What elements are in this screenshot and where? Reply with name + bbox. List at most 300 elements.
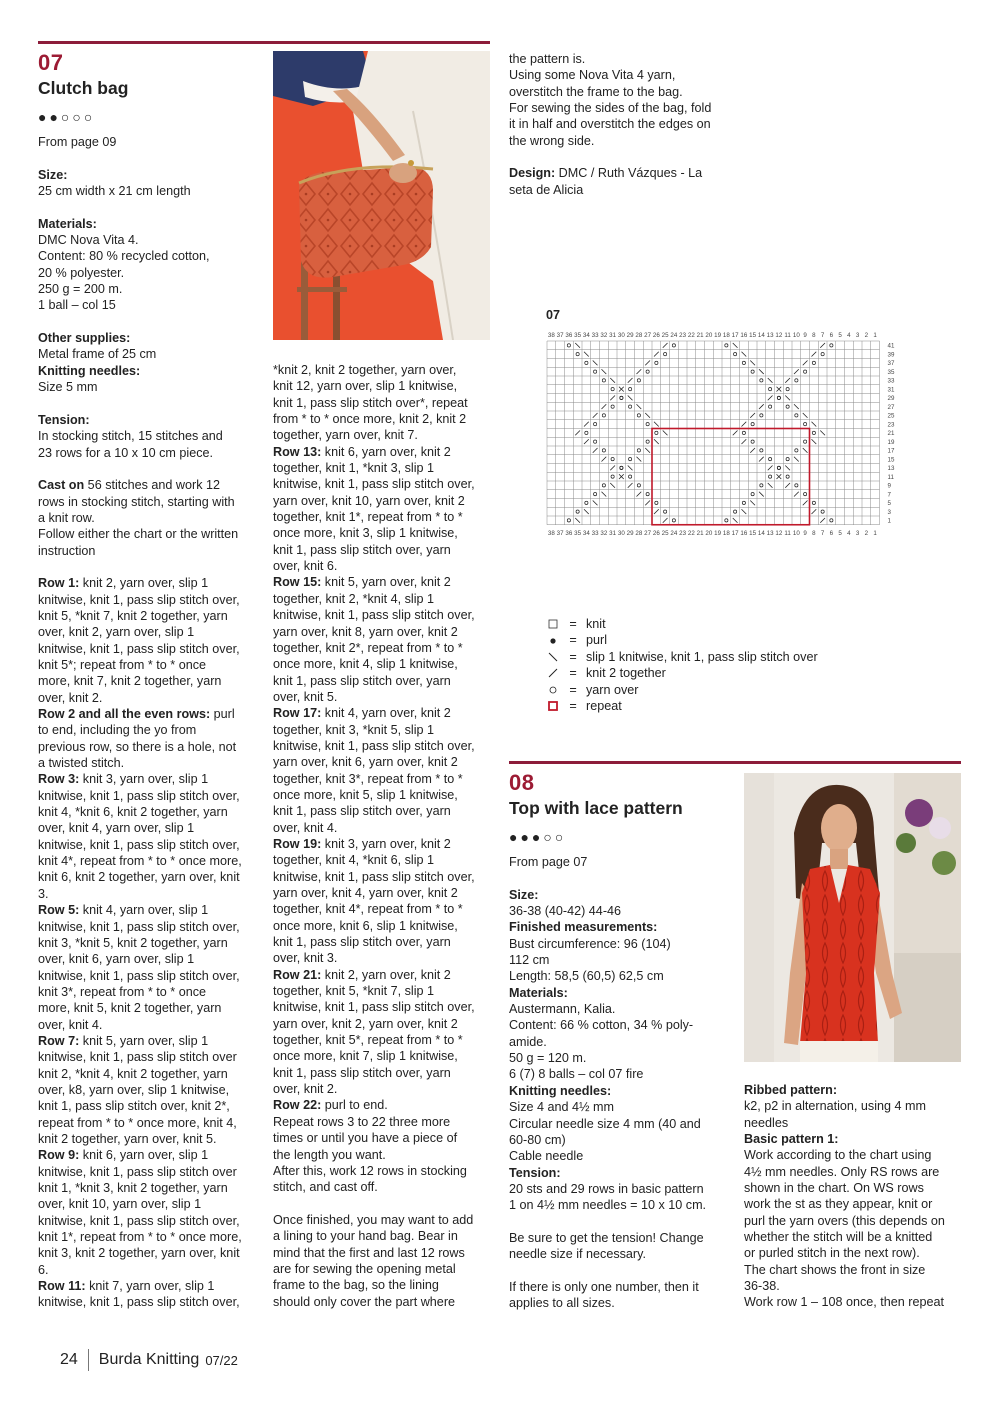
chart-column-label: 23 xyxy=(679,529,687,537)
text-line: knit 12, yarn over, slip 1 knitwise, xyxy=(273,379,458,394)
chart-k2tog xyxy=(742,422,747,427)
chart-ssk xyxy=(820,431,825,436)
chart-column-label: 18 xyxy=(722,332,730,339)
chart-yarn-over xyxy=(620,466,623,469)
chart-yarn-over xyxy=(786,405,789,408)
chart-column-label: 14 xyxy=(757,332,765,339)
chart-yarn-over xyxy=(629,475,632,478)
from-page-08: From page 07 xyxy=(509,855,588,869)
row-line: together, knit 2, *knit 4, slip 1 xyxy=(273,591,435,606)
text-line: purl the yarn overs (this depends on xyxy=(744,1213,945,1228)
row-line: Row 22: purl to end. xyxy=(273,1098,388,1113)
chart-column-label: 1 xyxy=(873,529,877,537)
size-value: 25 cm width x 21 cm length xyxy=(38,184,191,199)
chart-row-label: 17 xyxy=(887,447,895,455)
text-line: 36-38. xyxy=(744,1279,780,1294)
tension-note xyxy=(509,1230,739,1263)
chart-column-label: 32 xyxy=(600,332,608,339)
chart-yarn-over xyxy=(760,379,763,382)
chart-column-label: 17 xyxy=(731,529,739,537)
row-line: knit 1, pass slip stitch over, knit 2*, xyxy=(38,1099,230,1114)
row-line: knit 5*; repeat from * to * once xyxy=(38,658,207,672)
chart-yarn-over xyxy=(637,484,640,487)
legend-equals: = xyxy=(569,698,577,713)
chart-row-label: 23 xyxy=(887,421,895,429)
row-line: more, knit 5, knit 2 together, yarn xyxy=(38,1001,222,1016)
top-rule-left xyxy=(38,41,490,44)
legend-item xyxy=(546,632,876,648)
knitting-chart xyxy=(546,307,560,323)
chart-yarn-over xyxy=(734,353,737,356)
chart-ssk xyxy=(654,439,659,444)
size-value-08: 36-38 (40-42) 44-46 xyxy=(509,904,622,919)
chart-column-label: 10 xyxy=(792,332,800,339)
text-line: work the st as they appear, knit or xyxy=(744,1197,933,1212)
row-line: over, knit 3. xyxy=(273,951,338,966)
legend-item xyxy=(546,616,876,632)
materials-label: Materials: xyxy=(38,216,97,231)
chart-ssk xyxy=(768,378,773,383)
chart-column-label: 25 xyxy=(661,332,669,339)
chart-ssk xyxy=(575,518,580,523)
row-line: over, k8, yarn over, slip 1 knitwise, xyxy=(38,1082,230,1097)
text-line: 60-80 cm) xyxy=(509,1132,566,1147)
chart-column-label: 6 xyxy=(829,332,834,339)
row-line: once more, knit 6, slip 1 knitwise, xyxy=(273,918,458,933)
row-line: over, knit 5. xyxy=(273,689,338,704)
chart-yarn-over xyxy=(655,361,658,364)
chart-yarn-over xyxy=(795,484,798,487)
clutch-bag-photo xyxy=(273,51,490,340)
chart-column-label: 20 xyxy=(705,529,713,537)
legend-equals: = xyxy=(569,633,577,648)
chart-column-label: 35 xyxy=(574,529,582,537)
chart-column-label: 9 xyxy=(803,332,807,339)
row-line: Row 1: knit 2, yarn over, slip 1 xyxy=(38,576,209,591)
pattern-07-column-1 xyxy=(38,50,260,1311)
row-line: over, knit 6. xyxy=(273,559,338,574)
chart-column-label: 29 xyxy=(626,529,634,537)
text-line: If there is only one number, then it xyxy=(509,1279,699,1294)
tension-text-08 xyxy=(509,1181,739,1214)
row-line: over, knit 10, yarn over, slip 1 xyxy=(38,1197,202,1212)
text-line: The chart shows the front in size xyxy=(744,1262,926,1277)
chart-k2tog xyxy=(584,422,589,427)
row-line: 6. xyxy=(38,1262,49,1277)
chart-k2tog xyxy=(742,439,747,444)
chart-column-label: 32 xyxy=(600,529,608,537)
difficulty-rating-08: ●●●○○ xyxy=(509,829,567,845)
chart-ssk xyxy=(759,369,764,374)
text-line: Work according to the chart using xyxy=(744,1148,932,1163)
row-line: together, knit 5, *knit 7, slip 1 xyxy=(273,984,435,999)
chart-yarn-over xyxy=(742,431,745,434)
row-line: yarn over, knit 8, yarn over, knit 2 xyxy=(273,624,458,639)
chart-column-label: 38 xyxy=(547,332,555,339)
chart-row-label: 15 xyxy=(887,456,895,464)
text-line: from * to * once more, knit 2, knit 2 xyxy=(273,412,467,427)
chart-yarn-over xyxy=(594,423,597,426)
chart-k2tog xyxy=(645,501,650,506)
chart-k2tog xyxy=(785,378,790,383)
row-line: Row 17: knit 4, yarn over, knit 2 xyxy=(273,706,451,721)
chart-yarn-over xyxy=(830,519,833,522)
chart-yarn-over xyxy=(602,449,605,452)
row-line: Row 3: knit 3, yarn over, slip 1 xyxy=(38,772,209,787)
chart-yarn-over xyxy=(769,475,772,478)
row-line: Row 9: knit 6, yarn over, slip 1 xyxy=(38,1148,209,1163)
chart-column-label: 34 xyxy=(582,332,590,339)
chart-ssk xyxy=(575,343,580,348)
chart-column-label: 22 xyxy=(687,332,695,339)
row-label: Row 2 and all the even rows: xyxy=(38,707,211,722)
text-line: the pattern is. xyxy=(509,52,586,66)
row-line: Row 15: knit 5, yarn over, knit 2 xyxy=(273,575,451,590)
text-line: After this, work 12 rows in stocking xyxy=(273,1163,467,1178)
chart-ssk xyxy=(759,492,764,497)
row-line: together, knit 3*, repeat from * to * xyxy=(273,771,463,786)
row-label: Row 17: xyxy=(273,706,322,721)
difficulty-rating: ●●○○○ xyxy=(38,109,96,125)
text-line: 250 g = 200 m. xyxy=(38,282,123,297)
text-line: DMC Nova Vita 4. xyxy=(38,233,139,248)
chart-yarn-over xyxy=(725,519,728,522)
basic-pattern-text xyxy=(744,1147,966,1310)
chart-yarn-over xyxy=(567,519,570,522)
chart-row-label: 21 xyxy=(887,430,895,438)
text-line: whether the stitch will be a knitted xyxy=(744,1230,933,1245)
yo-circle-icon xyxy=(546,685,560,695)
needles-list-08 xyxy=(509,1099,739,1164)
sizes-note xyxy=(509,1279,739,1312)
text-line: or purled stitch in the next row). xyxy=(744,1246,920,1261)
row-instructions-col1 xyxy=(38,575,260,1310)
row-line: knit 1, *knit 3, knit 2 together, yarn xyxy=(38,1181,228,1195)
repeat-box-icon xyxy=(546,701,560,711)
chart-yarn-over xyxy=(804,370,807,373)
text-line: k2, p2 in alternation, using 4 mm xyxy=(744,1099,927,1114)
chart-legend xyxy=(546,616,876,714)
chart-yarn-over xyxy=(646,493,649,496)
chart-column-label: 10 xyxy=(792,529,800,537)
row-line: over, knit 2, yarn over, slip 1 xyxy=(38,625,195,640)
row-line: once more, knit 7, slip 1 knitwise, xyxy=(273,1049,458,1064)
text-line: For sewing the sides of the bag, fold xyxy=(509,101,712,116)
ssk-slash-icon xyxy=(546,652,560,662)
row-line: over, knit 4. xyxy=(38,1017,103,1032)
row-line: Row 7: knit 5, yarn over, slip 1 xyxy=(38,1033,209,1048)
chart-k2tog xyxy=(602,404,607,409)
chart-yarn-over xyxy=(821,353,824,356)
chart-column-label: 31 xyxy=(609,529,617,537)
pattern-number: 07 xyxy=(38,50,64,75)
inline-label: Cast on xyxy=(38,478,85,493)
row-line: knitwise, knit 1, pass slip stitch over, xyxy=(38,919,240,934)
chart-ssk xyxy=(645,448,650,453)
row-line: knitwise, knit 1, pass slip stitch over, xyxy=(38,968,240,983)
chart-column-label: 11 xyxy=(784,332,791,339)
row-line: 3. xyxy=(38,886,49,901)
row-line: together, knit 4*, repeat from * to * xyxy=(273,902,463,917)
row-line: knitwise, knit 1, pass slip stitch over, xyxy=(273,869,475,884)
chart-yarn-over xyxy=(664,353,667,356)
text-line: 1 on 4½ mm needles = 10 x 10 cm. xyxy=(509,1198,707,1213)
chart-title: 07 xyxy=(546,308,561,322)
chart-yarn-over xyxy=(734,510,737,513)
chart-column-label: 29 xyxy=(626,332,634,339)
row-line: knitwise, knit 1, pass slip stitch over, xyxy=(273,1000,475,1015)
text-line: Circular needle size 4 mm (40 and xyxy=(509,1116,701,1131)
chart-yarn-over xyxy=(611,458,614,461)
chart-row-label: 31 xyxy=(887,386,895,394)
row-label: Row 11: xyxy=(38,1279,86,1294)
chart-column-label: 16 xyxy=(740,529,748,537)
chart-ssk xyxy=(785,466,790,471)
chart-ssk xyxy=(637,457,642,462)
chart-column-label: 37 xyxy=(556,529,564,537)
chart-k2tog xyxy=(593,413,598,418)
chart-yarn-over xyxy=(795,414,798,417)
text-line: overstitch the frame to the bag. xyxy=(509,84,683,99)
chart-yarn-over xyxy=(751,370,754,373)
row-line: knit 3, *knit 5, knit 2 together, yarn xyxy=(38,935,228,950)
row-line: over, knit 2. xyxy=(273,1082,338,1097)
text-line: the length you want. xyxy=(273,1147,386,1162)
chart-ssk xyxy=(794,404,799,409)
row-label: Row 15: xyxy=(273,575,322,590)
chart-column-label: 28 xyxy=(635,332,643,339)
chart-column-label: 22 xyxy=(687,529,695,537)
chart-yarn-over xyxy=(786,458,789,461)
design-credit xyxy=(509,165,739,198)
chart-column-label: 2 xyxy=(864,332,869,339)
chart-column-label: 13 xyxy=(766,332,774,339)
chart-yarn-over xyxy=(777,396,780,399)
chart-column-label: 21 xyxy=(696,529,704,537)
chart-k2tog xyxy=(812,509,817,514)
row-label: Row 13: xyxy=(273,444,322,459)
chart-column-label: 35 xyxy=(574,332,582,339)
chart-ssk xyxy=(584,509,589,514)
chart-ssk xyxy=(610,378,615,383)
finishing-instructions xyxy=(273,1212,498,1310)
chart-column-label: 38 xyxy=(547,529,555,537)
chart-column-label: 15 xyxy=(749,332,757,339)
legend-text: knit xyxy=(586,617,606,631)
legend-text: repeat xyxy=(586,698,622,713)
chart-column-label: 18 xyxy=(722,529,730,537)
chart-yarn-over xyxy=(594,440,597,443)
chart-row-label: 19 xyxy=(887,438,895,446)
chart-row-label: 3 xyxy=(887,508,891,516)
chart-yarn-over xyxy=(585,501,588,504)
chart-k2tog xyxy=(637,369,642,374)
chart-column-label: 27 xyxy=(644,332,652,339)
chart-row-label: 37 xyxy=(887,360,895,368)
chart-k2tog xyxy=(820,518,825,523)
text-line: mind that the first and last 12 rows xyxy=(273,1245,465,1260)
row-line: yarn over, knit 2, yarn over, knit 2 xyxy=(273,1016,458,1031)
row-line: knit 1*, repeat from * to * once more, xyxy=(38,1230,242,1245)
pattern-title: Clutch bag xyxy=(38,78,129,98)
chart-column-label: 7 xyxy=(820,332,825,339)
legend-text: purl xyxy=(586,633,607,648)
row-line: over, knit 6, yarn over, slip 1 xyxy=(38,952,195,967)
chart-yarn-over xyxy=(585,431,588,434)
chart-yarn-over xyxy=(812,431,815,434)
chart-yarn-over xyxy=(594,493,597,496)
inline-label: Design: xyxy=(509,166,556,181)
pattern-08-column-1 xyxy=(509,770,739,1312)
knit-square-icon xyxy=(546,619,560,629)
cast-on-text xyxy=(38,477,260,559)
basic-pattern-label: Basic pattern 1: xyxy=(744,1132,839,1147)
needles-label-08: Knitting needles: xyxy=(509,1083,612,1098)
tension-text xyxy=(38,428,260,461)
chart-k2tog xyxy=(593,448,598,453)
legend-item xyxy=(546,649,876,665)
magazine-name: Burda Knitting xyxy=(98,1351,200,1368)
row-line: together, knit 3, *knit 5, slip 1 xyxy=(273,722,435,737)
k2tog-slash-icon xyxy=(546,668,560,678)
row-line: knit 5, *knit 7, knit 2 together, yarn xyxy=(38,608,228,623)
chart-column-label: 24 xyxy=(670,332,678,339)
chart-column-label: 20 xyxy=(705,332,713,339)
pattern-07-column-3 xyxy=(509,51,739,198)
chart-row-label: 11 xyxy=(887,473,894,481)
chart-column-label: 30 xyxy=(617,529,625,537)
chart-k2tog xyxy=(768,396,773,401)
chart-column-label: 11 xyxy=(784,529,791,537)
chart-ssk xyxy=(768,483,773,488)
chart-column-label: 4 xyxy=(847,332,851,339)
text-line: 112 cm xyxy=(509,953,550,968)
chart-yarn-over xyxy=(804,423,807,426)
row-label: Row 3: xyxy=(38,772,80,787)
row-line: knitwise, knit 1, pass slip stitch over, xyxy=(38,641,240,656)
chart-column-label: 30 xyxy=(617,332,625,339)
row-line: knitwise, knit 1, pass slip stitch over, xyxy=(38,592,240,607)
chart-column-label: 37 xyxy=(556,332,564,339)
needles-label: Knitting needles: xyxy=(38,363,141,378)
chart-k2tog xyxy=(794,492,799,497)
chart-column-label: 6 xyxy=(829,529,834,537)
chart-yarn-over xyxy=(777,466,780,469)
row-line: previous row, so there is a hole, not xyxy=(38,739,237,754)
legend-text: slip 1 knitwise, knit 1, pass slip stitch over xyxy=(586,649,818,664)
chart-yarn-over xyxy=(751,440,754,443)
text-line: Repeat rows 3 to 22 three more xyxy=(273,1114,451,1129)
row-line: knit 4*, repeat from * to * once more, xyxy=(38,854,242,869)
chart-ssk xyxy=(663,431,668,436)
chart-column-label: 12 xyxy=(775,529,783,537)
chart-yarn-over xyxy=(804,493,807,496)
chart-yarn-over xyxy=(655,431,658,434)
chart-ssk xyxy=(785,396,790,401)
chart-column-label: 16 xyxy=(740,332,748,339)
text-line: Bust circumference: 96 (104) xyxy=(509,936,671,951)
chart-ssk xyxy=(593,501,598,506)
row-line: together, knit 1, *knit 3, slip 1 xyxy=(273,461,435,476)
chart-row-label: 5 xyxy=(887,500,891,508)
chart-k2tog xyxy=(628,483,633,488)
chart-yarn-over xyxy=(567,344,570,347)
row-label: Row 5: xyxy=(38,903,80,918)
text-line: Length: 58,5 (60,5) 62,5 cm xyxy=(509,969,664,984)
chart-column-label: 23 xyxy=(679,332,687,339)
chart-column-label: 2 xyxy=(864,529,869,537)
row-line: knit 2 together, yarn over, knit 5. xyxy=(38,1131,217,1146)
top-rule-right xyxy=(509,761,961,764)
chart-k2tog xyxy=(584,439,589,444)
row-instructions-col2 xyxy=(273,444,498,1114)
chart-ssk xyxy=(584,352,589,357)
text-line: the wrong side. xyxy=(509,133,595,148)
chart-row-label: 39 xyxy=(887,351,895,359)
chart-k2tog xyxy=(812,352,817,357)
chart-yarn-over xyxy=(804,440,807,443)
text-line: Follow either the chart or the written xyxy=(38,527,239,542)
text-line: shown in the chart. On WS rows xyxy=(744,1181,924,1196)
chart-ssk xyxy=(602,369,607,374)
text-line: Once finished, you may want to add xyxy=(273,1212,474,1227)
legend-text: knit 2 together xyxy=(586,666,666,681)
row-line: knitwise, knit 1, pass slip stitch over, xyxy=(273,738,475,753)
text-line: Using some Nova Vita 4 yarn, xyxy=(509,68,676,83)
row-line: Row 19: knit 3, yarn over, knit 2 xyxy=(273,836,451,851)
materials-label-08: Materials: xyxy=(509,985,568,1000)
chart-yarn-over xyxy=(760,484,763,487)
row-label: Row 22: xyxy=(273,1098,322,1113)
chart-yarn-over xyxy=(812,501,815,504)
chart-yarn-over xyxy=(629,405,632,408)
chart-row-label: 9 xyxy=(887,482,891,490)
materials-list-08 xyxy=(509,1001,739,1083)
row-line: knit 1, pass slip stitch over, yarn xyxy=(273,935,451,950)
text-line: Be sure to get the tension! Change xyxy=(509,1230,704,1245)
chart-yarn-over xyxy=(629,458,632,461)
row-line: knit 3, knit 2 together, yarn over, knit xyxy=(38,1246,240,1261)
chart-yarn-over xyxy=(646,423,649,426)
chart-k2tog xyxy=(663,518,668,523)
chart-column-label: 14 xyxy=(757,529,765,537)
chart-grid xyxy=(540,325,910,540)
chart-row-label: 25 xyxy=(887,412,895,420)
row-line: knit 3*, repeat from * to * once xyxy=(38,984,207,999)
chart-row-label: 33 xyxy=(887,377,895,385)
chart-ssk xyxy=(593,361,598,366)
chart-yarn-over xyxy=(751,423,754,426)
chart-row-label: 13 xyxy=(887,465,895,473)
chart-yarn-over xyxy=(611,388,614,391)
chart-yarn-over xyxy=(576,510,579,513)
row-line: once more, knit 3, slip 1 knitwise, xyxy=(273,526,458,541)
text-line: frame to the bag, so the lining xyxy=(273,1278,439,1293)
chart-k2tog xyxy=(610,466,615,471)
chart-column-label: 19 xyxy=(714,529,722,537)
row-line: repeat from * to * once more, knit 4, xyxy=(38,1115,237,1130)
chart-column-label: 36 xyxy=(565,332,573,339)
chart-yarn-over xyxy=(611,405,614,408)
row-line: knitwise, knit 1, pass slip stitch over, xyxy=(38,1295,240,1310)
chart-yarn-over xyxy=(742,501,745,504)
row-line: together, knit 5*, repeat from * to * xyxy=(273,1033,463,1048)
tension-label: Tension: xyxy=(38,412,90,427)
chart-column-label: 13 xyxy=(766,529,774,537)
row-line: knitwise, knit 1, pass slip stitch over, xyxy=(273,608,475,623)
row-line: once more, knit 4, slip 1 knitwise, xyxy=(273,657,458,672)
chart-ssk xyxy=(812,439,817,444)
